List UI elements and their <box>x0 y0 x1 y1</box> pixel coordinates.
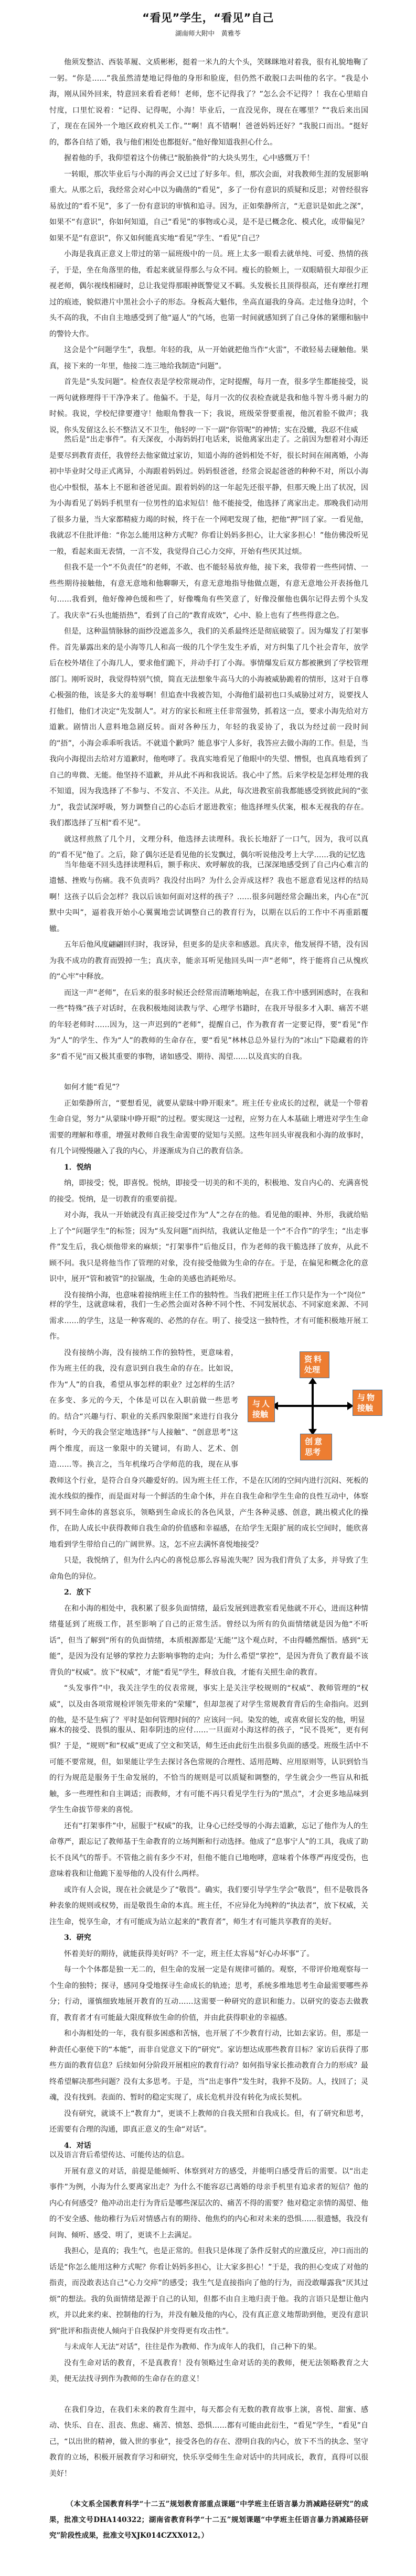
footnote <box>49 2496 368 2544</box>
quadrant-box-bottom <box>300 1434 332 1460</box>
paragraph <box>49 1882 368 1930</box>
paragraph-text: 与未成年人无法“对话”，往往是作为教师、作为成年人的我们，自己种下的果。 <box>64 2343 322 2351</box>
paragraph-text: 没有接纳小海，也意味着接纳班主任工作的独特性。当我们把班主任工作只是作为一个“岗位” <box>64 1291 366 1300</box>
paragraph <box>49 1946 368 1962</box>
paragraph-continuation <box>49 1722 368 1818</box>
quadrant-label-left: 与人接触 <box>252 1399 270 1419</box>
paragraph <box>49 342 368 374</box>
paragraph-continuation-text: 以及语言背后希望传达、可能传达的信息。 <box>49 2151 189 2159</box>
quadrant-box-right <box>353 1390 382 1416</box>
paragraph-text: 纳，即接受；悦，即喜悦。悦纳，即接受一切美的和不美的，积极地、发自内心的、充满喜悦的接受。悦纳，是一切教育的重要前提。 <box>49 1179 368 1204</box>
paragraph-text: 他须发整洁、西装革履、文质彬彬，挺着一米九的大个头，笑眯眯地对着我，很有礼貌地鞠了一躬。“你是……”我虽然清楚地记得他的身形和脸庞，但仍然不敢脱口去叫他的名字。“我是小海，刚从国外回来，特意回来看看老师！老师，您不记得我了？”怎么会不记得？！我在心里暗自忖度，口里忙说着：“记得、记得呢，小海！毕业后，一直没见你，现在在哪里？”“我后来出国了，现在在国外一个地区政府机关工作。”“啊！真不错啊！爸爸妈妈还好？”我脱口而出。“挺好的，都各自结了婚，我与他们相处也都挺好。”他好像知道我担心什么。 <box>49 58 368 147</box>
paragraph-text: 首先是“头发问题”。检查仪表是学校常规动作，定时提醒，每月一查，很多学生都能接受，说一两句就修理得干干净净来了。他偏不。于是，每月一次的仪表检查就是我和他斗智斗勇斗耐力的时候。我说，学校纪律要遵守！他眼角瞥我一下；我说，班级荣誉要重视，他沉着脸不做声；我说，你头发留这么长不整洁又不卫生，他轻哼一下一副“你管呢”的神情；实在没辙，我忍不住威 <box>49 378 368 434</box>
paragraph <box>49 2355 368 2387</box>
paragraph-text: 然后是“出走事件”。有天深夜，小海妈妈打电话来，说他离家出走了。之前因为想着对小海还是要尽到教育责任，我曾经去他家做过家访，知道小海的爸妈相处不好，很长时间在闹离婚，小海初中毕业时父母正式离异，小海跟着妈妈过。妈妈恨爸爸，经常会说起爸爸的种种不对，所以小海也心中恨恨，基本上不愿和爸爸见面。跟着妈妈的这一年起先还很平静，但那天晚上出了状况，因为小海看见了妈妈手机里有一位男性的追求短信！他不能接受，他选择了离家出走。那晚我们动用了很多力量，当大家都精疲力竭的时候，终于在一个网吧发现了他，把他“押”回了家。一看见他，我就忍不住批评他：“你怎么能用这种方式呢？你看让妈妈多担心，让大家多担心！”他仿佛没听见一般，看起来面无表情，一言不发，我觉得自己心力交瘁，开始有些厌其过烦。 <box>49 435 368 556</box>
article-author: 湖南师大附中 黄雅苓 <box>175 29 241 37</box>
paragraph-text: 没有生命对话的教育，不是真教育！没有领略过生命对话的美的教师，便无法领略教育之大美，便无法找寻到作为教师的生命存在的意义！ <box>49 2359 368 2383</box>
paragraph <box>49 246 368 342</box>
paragraph <box>49 150 368 167</box>
paragraph-text: 五年后他风度翩翩回归时，我讶异，但更多的是庆幸和感恩。真庆幸，他发展得不错，没有因为我不成功的教育而毁掉一生；真庆幸，能亲耳听见他回头叫一声“老师”，终于能将自己从愧疚的“心牢”中释放。 <box>49 941 368 981</box>
paragraph-text: 但我不是一个“不负责任”的老师，不敢、也不能轻易放弃他，接下来，我带着一些些同情、一些些期待接触他，有意无意地和他聊聊天，有意无意地指导他做点题，有意无意地公开表扬他几句……我看到，他好像神色缓和些了，好像嘴角有些笑意了，好像没催他也偶尔记得去剪个头发了。我庆幸“石头也能捂热”，看到了自己的“教育成效”，心中、脸上也有了些些得意之色。 <box>49 563 368 620</box>
paragraph-continuation <box>49 1297 368 1345</box>
paragraph-text: 或许有人会说，现在社会就是少了“敬畏”。确实，我们要引导学生学会“敬畏”，但不是敬畏各种表象的规则或权势，而是敬畏生命的本真。班主任，不应异化为纯粹的“执法者”，放下权威，关注生命，悦享生命，才有可能成为站立起来的“教育者”，师生才有可能共享教育的美好。 <box>49 1885 368 1926</box>
paragraph <box>49 2402 368 2482</box>
paragraph-text: 握着他的手，我仰望着这个仿佛已“脱胎换骨”的大块头男生，心中感慨万千！ <box>64 154 314 162</box>
section-heading <box>49 1160 368 1176</box>
section-heading <box>49 1585 368 1601</box>
paragraph-text: 如何才能“看见”？ <box>64 1083 123 1091</box>
paragraph-text: 开展有意义的对话，前提是能倾听、体察到对方的感受，并能明白感受背后的需要。以“出走事件”为例，小海为什么要离家出走？为什么不能容忍已离婚的母亲手机里有追求者的短信？他的内心有何感受？他冲动出走行为背后是哪些深层次的、痛苦不得的需要？他对稳定亲情的渴望、他的不安全感、他幼稚行为后对情感占有的期待、他焦灼的内心和对未来的恐惧……很遗憾，我没有问询、倾听、感受、明了，更谈不上去满足。 <box>49 2167 368 2240</box>
document <box>49 0 375 2544</box>
vertical-axis <box>312 1383 314 1430</box>
section-heading-text: 2．放下 <box>64 1588 91 1597</box>
quadrant-label-right: 与物接触 <box>357 1392 375 1413</box>
paragraph <box>49 1553 368 1585</box>
quadrant-label-top: 资料处理 <box>304 1354 322 1374</box>
paragraph <box>49 1079 368 1096</box>
paragraph-text: 但是，这种温情脉脉的面纱没遮盖多久，我们的关系最终还是彻底破裂了。因为爆发了打架事件。首先暴露出来的是小海等几人和高一级的几个学生发生矛盾，对方纠集了几个社会青年，放学后在校外堵住了小海几人，要求他们跪下，并动手打了小海。事情爆发后双方都被揪到了学校管理部门。刚听说时，我觉得特别气愤，简直无法想象牛高马大的小海被威胁跪着的情形，这对于自尊心极强的他，该是多大的羞辱啊！但追查中我被告知，小海他们最初也口头威胁过对方，说要找人打他们，他们才决定“先发制人”。对方的家长和班主任非常强势，抓着这一点，要求小海先给对方道歉。剧情出人意料地急剧反转。面对各种压力，年轻的我妥协了，我以为经过前一段时间的“捂”，小海会乖乖听我话。不就道个歉吗？能息事宁人多好，我答应去做小海的工作。但是，当我向小海提出去给对方道歉时，他咆哮了。我真实地看见了他眼中的失望、憎恨，也真真地看到了自己的卑微、无能。他坚持不道歉，并从此不再和我说话。我心中了然。后来学校是怎样处理的我不知道，因为我选择了不参与、不发言、不关注。从此，每次进教室前我都能感受到彼此间的“张力”，我尝试深呼吸，努力调整自己的心态后才愿进教室；他选择埋头伏案，根本无视我的存在。我们都选择了互相“看不见”。 <box>49 627 368 827</box>
paragraph <box>49 1096 368 1160</box>
paragraph <box>49 1207 368 1287</box>
quadrant-box-left <box>248 1396 275 1422</box>
paragraph <box>49 857 368 937</box>
paragraph-text: 只是，我悦纳了，但为什么内心的喜悦总那么容易流失呢？因为我们背负了太多，并导致了生命角色的异位。 <box>49 1556 368 1581</box>
section-heading-text: 1．悦纳 <box>64 1163 91 1172</box>
paragraph <box>49 2026 368 2106</box>
section-heading <box>49 1930 368 1946</box>
paragraph-text: 一转眼，那次毕业后与小海的再会又已过了好多年。但，那次会面，对我教师生涯的发展影响重大。从那之后，我经常会对心中以为确凿的“看见”，多了一份有意识的质疑和反思；对曾经很容易放过的“看不见”，多了一份有意识的审慎和追寻。因为，正如柴静所言，“无意识是如此之深”，如果不“有意识”，你如何知道，自己“看见”的事物或心灵，是不是已概念化、模式化，或带偏见？如果不是“有意识”，你又如何能真实地“看见”学生、“看见”自己？ <box>49 170 368 243</box>
paragraph <box>49 624 368 832</box>
quadrant-label-bottom: 创意思考 <box>305 1436 322 1457</box>
article-body <box>49 54 375 2544</box>
paragraph-text: 这会是个“问题学生”，我想。年轻的我，从一开始就把他当作“火雷”，不敢轻易去碰触他。果真，接下来的一年里，他接二连三地给我制造“问题”。 <box>49 346 368 370</box>
paragraph-text: 每一个个体都是独一无二的，但生命的发展一定是有规律可循的。观察，不带评价地观察每一个生命的独特；探寻，感同身受地探寻生命成长的轨迹；思考，系统多维地思考生命最需要哪些养分；行动，谨慎细致地展开教育的互动……这需要一种研究的意识和能力。以研究的姿态去做教育，教育者才有可能最大限度释放生命的价值，并由此获得职业的幸福感。 <box>49 1966 368 2022</box>
paragraph-text: 我担心，是真的；我生气，也是正常的。但我只是体现了条件反射式的应激反应，冲口而出的话是“你怎么能用这种方式呢？你看让妈妈多担心，让大家多担心！”于是，我的担心变成了对他的指责，而没敢表达自己“心力交瘁”的感受；我生气是直接指向了他的行为，而没敢曝露我“厌其过烦”的想法。我的负面情绪是源于自己的认知，但都不由自主地归责于他。我的言语只是想让他内疚，并以此来约束、控制他的行为，并没有触及他的内心，没有真正意义地帮助到他，更没有意识到“批评和指责使人倾向于自我保护并变得更有攻击性”。 <box>49 2247 368 2335</box>
paragraph <box>49 985 368 1065</box>
paragraph-text: 还有“打架事件”中，屈服于“权威”的我，让身心已经受辱的小海去道歉，忘记了他作为人的生命尊严，跟忘记了教师基于生命教育的立场判断和行动选择。他成了“息事宁人”的工具，我成了助长不良风气的帮手。不管他之前有多少不对，但他不能自已地咆哮，意味着个体尊严再度受伤，也意味着我和让他跪下羞辱他的人没有什么两样。 <box>49 1821 368 1878</box>
paragraph-text: 在和小海的相处中，我积累了很多负面情绪，最后发展到进教室看见他就不开心，进而这种情绪蔓延到了班级工作，甚至影响了自己的正常生活。曾经以为所有的负面情绪就是因为他“不听话”，但当了解到“所有的负面情绪，本质根源都是‘无能’”这个观点时，不由得幡然醒悟。感到“无能”，是因为没有足够的掌控力去影响事物的走向；为什么希望“掌控”，是因为背负了教育最不该背负的“权威”。放下“权威”，才能“看见”学生，释放自我，才能有关照生命的教育。 <box>49 1604 368 1677</box>
paragraph-text: “头发事件”中，我关注学生的仪表常规，事实上是关注学校规则的“权威”、教师管理的“权威”，以及由各项常规检评领先带来的“荣耀”，但却忽视了对学生常规教育背后的生命指向。迟到的他，是不是生病了？平时是如何管理时间的？应该问一问。染发的她，或喜欢留长发的他，明显 <box>49 1684 368 1724</box>
quadrant-box-top <box>300 1351 329 1378</box>
paragraph <box>49 374 368 438</box>
paragraph-text: 正如柴静所言，“要想看见，就要从蒙昧中睁开眼来”。班主任专业成长的过程，就是一个带着生命自觉，努力“从蒙昧中睁开眼”的过程。要实现这一过程，应努力在人本基础上增进对学生生命需要的理解和尊重，增强对教师自我生命需要的觉知与关照。这些年回头审视我和小海的故事时，有几个词慢慢融入了我的内心，并逐渐成为自己的教育信条。 <box>49 1099 368 1155</box>
paragraph-text: 怀着美好的期待，就能获得美好吗？不一定，班主任太容易“好心办坏事”了。 <box>64 1949 314 1958</box>
paragraph <box>49 2106 368 2138</box>
paragraph <box>49 167 368 247</box>
paragraph-text: 当年他毫不回头选择读理科后，额手称庆、欢呼解放的我，已深深地感受到了自己内心难言的遗憾、挫败与伤痛。我不负责吗？我没付出吗？为什么会弄成这样？我也不愿意看见这样的结局啊！这孩子以后会怎样？我以后该如何面对这样的孩子？……很多问题经常会蹦出来，内心在“沉默中尖叫”，逼着我开始小心翼翼地尝试调整自己的教育行为，以期在以后的工作中不再重蹈覆辙。 <box>49 860 368 933</box>
section-heading-text: 4．对话 <box>64 2141 91 2150</box>
paragraph-continuation <box>49 2147 368 2164</box>
paragraph <box>49 1175 368 1207</box>
arrow-up-icon <box>308 1378 317 1384</box>
paragraph <box>49 2164 368 2244</box>
paragraph-text: 和小海相处的一年，我有很多困惑和苦恼，也开展了不少教育行动，比如去家访。但，那是一种责任心驱使下的“本能”，而非自觉意义下的“研究”。家访想达成那些教育目标？家访后获得了那些方面的教育信息？后续如何分阶段开展相应的教育行动？如何指导家长推动教育合力的形成？最终希望解决那些问题？没有太多思考。于是，当“出走事件”发生时，我猝不及防。人，找回了；灵魂，没有找到。表面的、暂时的稳定实现了，成长危机并没有转化为成长契机。 <box>49 2029 368 2102</box>
paragraph-continuation-text: 麻木的接受、畏惧的服从、阳奉阴违的应付……一旦面对小海这样的孩子，“民不畏死”，更有何惧？于是，“规则”和“权威”更成了空文和笑话，师生还由此衍生出很多负面的感受。班级生活中不可能不要常规，但，如果能让学生去探讨各色常规的合理性、适用范畴、应用原则等，认识到恰当的行为规范是服务于生命发展的，不恰当的规则是可以质疑和调整的，学生就会少一些盲从和抵触，多一些理性和自主调适；而教师，才有可能不再只看见学生行为的“黑点”，才会更多地品味到学生生命拔节带来的喜悦。 <box>49 1726 368 1814</box>
paragraph <box>49 1818 368 1882</box>
interest-quadrant-diagram <box>241 1345 375 1473</box>
paragraph <box>49 54 368 150</box>
paragraph-continuation-text: 样的学生，这就意味着，我们一生必然会面对各种不同个性、不同发展状态、不同家庭来源、不同需求……的学生，这是一种客观的、必然的存在。明了、接受这一独特性，才有可能积极地开展工作。 <box>49 1301 368 1341</box>
paragraph-text: 而这一声“老师”，在后来的很多时候还会经常而清晰地响起，在我工作中感到困惑时，在我和一些“特殊”孩子对话时，在我积极地阅读教与学、心理学书籍时，在我开导很多才入职、痛苦不堪的年轻老师时……因为，这一声迟到的“老师”，提醒自己，作为教育者一定要记得，要“看见”作为“人”的学生、作为“人”的教师的生命存在，要“看见”林林总总外显行为的“冰山”下隐藏着的许多“看不见”而又极其重要的事物，诸如感受、期待、渴望……以及真实的自我。 <box>49 988 368 1061</box>
paragraph-text: 就这样煎熬了几个月，文理分科，他选择去读理科。我长长地舒了一口气，因为，我可以真的“看不见”他了。之后，除了偶尔还是看见他的长发飘过，偶尔听说他没考上大学……我的记忆选 <box>49 835 368 859</box>
paragraph <box>49 1962 368 2026</box>
paragraph-text: 没有接纳小海，没有接纳工作的独特性，更意味着，作为班主任的我，没有意识到自我生命的存在。比如说，作为“人”的自我，希望从事怎样的职业？过怎样的生活？在多变、多元的今天，个体是可以在入职前做一些思考的。结合“兴趣与行、职业的关系四象限图”来进行自我分析时，今天的我会坚定地选择“与人接触”、“创意思考”这两个维度，而这一象限中的关键词，有助人、艺术、创造……等。换言之，当年机缘巧合学师范的我，现在从事教师这个行业，是符合自身兴趣爱好的。因为班主任工作，不是在仄闭的空间内进行沉闷、死板的流水线似的操作，而是面对每一个鲜活的生命个体，并在自我生命和学生生命的良性互动中，体察到不同生命体的喜怒哀乐，领略到生命成长的各色风景，产生各种灵感、创意，跳出模式化的操作，在助人成长中获得教师自我生命的价值感和幸福感，在给学生无限扩展的成长空间时，能欣喜地看到学生带给自己的广阔世界。这，怎不应去满怀喜悦地接受？ <box>49 1348 368 1549</box>
paragraph-text: 对小海，我从一开始就没有真正接受过作为“人”之存在的他。看见他的眼神、外形，我就给贴上了个“问题学生”的标签；因为“头发问题”而纠结，我就认定他是一个“不合作”的学生；“出走事件”发生后，我心烦他带来的麻烦；“打架事件”后他反目，作为老师的我干脆选择了放弃，从此不顾不问。我只是将他当作了管理的对象，没有接受他做为生命的存在。于是，在偏见和概念化的意识中，展开“管和被管”的拉锯战，生命的美感也消耗殆尽。 <box>49 1211 368 1283</box>
footnote-text: （本文系全国教育科学“十二五”规划教育部重点课题“中学班主任语言暴力消减路径研究”的成果，批准文号DHA140322；湖南省教育科学“十二五”规划课题“中学班主任语言暴力消减路径研究”阶段性成果，批准文号XJK014CZXX012。） <box>49 2500 368 2540</box>
paragraph <box>49 2339 368 2355</box>
article-title: “看见”学生，“看见”自己 <box>142 12 274 24</box>
paragraph-text: 没有研究，就谈不上“教育力”，更谈不上教师的自我关照和自我成长。但，有了研究和思考，还需要有合理的沟通，即真正意义的生命“对话”。 <box>49 2109 368 2134</box>
paragraph <box>49 1680 368 1729</box>
paragraph <box>49 432 368 560</box>
paragraph <box>49 1345 375 1553</box>
paragraph-text: 在我们身边，在我们未来的教育生涯中，每天都会有无数的教育故事上演，喜悦、甜蜜、感动、快乐、自在、沮丧、焦虑、痛苦、愤怒、恐惧……都有可能由此衍生，“看见”学生，“看见”自己，“以出世的精神，做入世的事业”，接受各色的存在、澄明自我的内心，放下不当的执念、坚守教育的立场，积极开展教育学习和研究，快乐享受师生生命对话中的共同成长，教育，真得可以很美好！ <box>49 2405 368 2478</box>
paragraph <box>49 1601 368 1681</box>
section-heading-text: 3．研究 <box>64 1934 91 1942</box>
paragraph <box>49 2243 368 2339</box>
paragraph <box>49 937 368 985</box>
paragraph-text: 小海是我真正意义上带过的第一届班级中的一员。班上太多一眼看去就单纯、可爱、热情的孩子，于是，坐在角落里的他，看起来就显得那么与众不同。瘦长的脸颊上，一双眼睛很大却很少正视老师，偶尔视线相碰时，总让我觉得那眼神既警觉又不羁。头发极长且顶得很高，还有摩丝打理过的痕迹，貌似港片中黑社会小子的形态。身板高大魁伟，坐高直逼我的身高。走过他身边时，个头不高的我，不由自主地感受到了他“逼人”的气场，也第一时间就感知到了自己身体的紧绷和脑中的警铃大作。 <box>49 250 368 339</box>
paragraph <box>49 560 368 624</box>
